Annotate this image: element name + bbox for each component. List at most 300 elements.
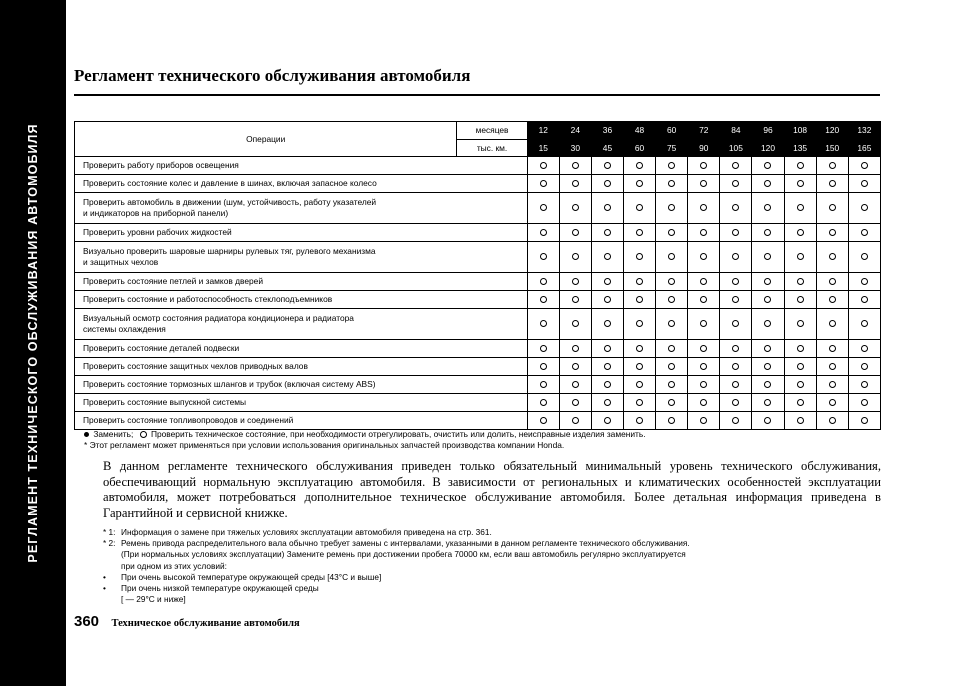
open-circle-icon [636,278,643,285]
schedule-cell [784,291,816,309]
open-circle-icon [829,204,836,211]
schedule-cell [816,291,848,309]
months-label: месяцев [457,122,527,140]
open-circle-icon [572,345,579,352]
schedule-cell [720,157,752,175]
open-circle-icon [572,381,579,388]
open-circle-icon [540,204,547,211]
schedule-cell [624,242,656,273]
open-circle-icon [572,229,579,236]
schedule-cell [816,175,848,193]
open-circle-icon [732,278,739,285]
schedule-cell [848,376,880,394]
schedule-cell [688,412,720,430]
schedule-cell [720,291,752,309]
open-circle-icon [797,278,804,285]
schedule-cell [848,309,880,340]
open-circle-icon [732,162,739,169]
schedule-cell [591,242,623,273]
open-circle-icon [861,345,868,352]
open-circle-icon [829,229,836,236]
open-circle-icon [604,229,611,236]
schedule-cell [527,193,559,224]
km-value: 120 [752,139,784,157]
schedule-cell [559,412,591,430]
table-row [75,224,881,242]
schedule-cell [559,358,591,376]
schedule-cell [816,224,848,242]
open-circle-icon [829,363,836,370]
schedule-cell [624,157,656,175]
open-circle-icon [732,204,739,211]
schedule-cell [816,309,848,340]
open-circle-icon [668,417,675,424]
schedule-cell [559,242,591,273]
table-row [75,340,881,358]
schedule-cell [656,291,688,309]
schedule-cell [527,376,559,394]
operation-text: Проверить работу приборов освещения [83,160,239,170]
schedule-cell [752,175,784,193]
schedule-cell [591,224,623,242]
km-value: 60 [624,139,656,157]
body-paragraph: В данном регламенте технического обслуживания приведен только обязательный минимальный уровень технического обслуживания, обеспечивающий нормальную эксплуатацию автомобиля. В зависимости от региональных и климатических особенностей эксплуатации автомобиля, может потребоваться дополнительное техническое обслуживание автомобиля. Более детальная информация приведена в Гарантийной и сервисной книжке. [103,459,881,520]
schedule-cell [527,340,559,358]
schedule-cell [848,291,880,309]
months-value: 60 [656,122,688,140]
open-circle-icon [700,204,707,211]
schedule-cell [527,309,559,340]
schedule-cell [784,376,816,394]
schedule-cell [784,175,816,193]
open-circle-icon [797,417,804,424]
open-circle-icon [636,363,643,370]
schedule-cell [527,224,559,242]
schedule-cell [816,242,848,273]
schedule-cell [624,358,656,376]
schedule-cell [752,291,784,309]
open-circle-icon [829,320,836,327]
schedule-cell [624,224,656,242]
operation-text: Визуально проверить шаровые шарниры рулевых тяг, рулевого механизма [83,246,376,256]
schedule-cell [559,157,591,175]
operation-text: Проверить состояние тормозных шлангов и трубок (включая систему ABS) [83,379,376,389]
schedule-cell [848,340,880,358]
operation-text: Проверить уровни рабочих жидкостей [83,227,232,237]
operation-cell [75,394,528,412]
schedule-cell [848,412,880,430]
open-circle-icon [700,253,707,260]
schedule-cell [752,157,784,175]
schedule-cell [848,242,880,273]
operation-text: Проверить состояние деталей подвески [83,343,240,353]
page-title: Регламент технического обслуживания автомобиля [74,66,471,85]
operation-text: Проверить состояние топливопроводов и соединений [83,415,294,425]
months-value: 36 [591,122,623,140]
open-circle-icon [732,296,739,303]
schedule-cell [848,175,880,193]
open-circle-icon [572,296,579,303]
schedule-cell [656,412,688,430]
open-circle-icon [668,345,675,352]
open-circle-icon [861,229,868,236]
schedule-cell [656,358,688,376]
open-circle-icon [668,363,675,370]
open-circle-icon [604,278,611,285]
schedule-cell [848,157,880,175]
schedule-cell [720,394,752,412]
schedule-cell [720,242,752,273]
table-row [75,291,881,309]
open-circle-icon [572,253,579,260]
schedule-cell [624,273,656,291]
schedule-cell [688,242,720,273]
open-circle-icon [764,363,771,370]
schedule-cell [656,340,688,358]
schedule-cell [559,224,591,242]
months-value: 132 [848,122,880,140]
open-circle-icon [636,180,643,187]
operation-text: Проверить автомобиль в движении (шум, устойчивость, работу указателей [83,197,377,207]
open-circle-icon [797,180,804,187]
schedule-cell [656,224,688,242]
schedule-cell [591,358,623,376]
footnote-row [103,538,883,549]
open-circle-icon [636,417,643,424]
schedule-cell [559,291,591,309]
schedule-cell [752,376,784,394]
open-circle-icon [636,320,643,327]
schedule-cell [720,273,752,291]
table-row [75,242,881,273]
schedule-cell [752,340,784,358]
schedule-cell [816,340,848,358]
schedule-cell [591,376,623,394]
open-circle-icon [668,278,675,285]
schedule-cell [752,394,784,412]
open-circle-icon [764,399,771,406]
km-value: 45 [591,139,623,157]
page-footer [74,613,300,631]
schedule-cell [656,242,688,273]
operation-cell [75,358,528,376]
schedule-cell [624,291,656,309]
schedule-cell [559,376,591,394]
schedule-cell [752,309,784,340]
open-circle-icon [636,381,643,388]
km-value: 15 [527,139,559,157]
operation-cell [75,376,528,394]
open-circle-icon [636,229,643,236]
km-value: 165 [848,139,880,157]
legend-line [84,429,646,440]
open-circle-icon [829,417,836,424]
open-circle-icon [604,296,611,303]
operation-cell [75,412,528,430]
table-row [75,309,881,340]
footnote-row [103,561,883,572]
open-circle-icon [668,320,675,327]
open-circle-icon [700,399,707,406]
schedule-cell [688,340,720,358]
open-circle-icon [797,345,804,352]
schedule-cell [591,273,623,291]
schedule-cell [624,376,656,394]
months-value: 48 [624,122,656,140]
footnote-mark: • [103,583,106,594]
schedule-cell [559,193,591,224]
open-circle-icon [700,278,707,285]
open-circle-icon [668,381,675,388]
open-circle-icon [700,417,707,424]
open-circle-icon [700,320,707,327]
schedule-cell [720,358,752,376]
operation-text: Проверить состояние защитных чехлов приводных валов [83,361,308,371]
open-circle-icon [764,296,771,303]
operation-text: Визуальный осмотр состояния радиатора кондиционера и радиатора [83,313,354,323]
schedule-cell [816,273,848,291]
open-circle-icon [540,363,547,370]
open-circle-icon [540,345,547,352]
open-circle-icon [829,381,836,388]
open-circle-icon [861,320,868,327]
schedule-cell [559,273,591,291]
open-circle-icon [797,229,804,236]
open-circle-icon [572,204,579,211]
open-circle-icon [540,229,547,236]
schedule-cell [752,193,784,224]
open-circle-icon [572,399,579,406]
schedule-cell [624,309,656,340]
open-circle-icon [764,229,771,236]
schedule-cell [688,309,720,340]
schedule-cell [848,394,880,412]
open-circle-icon [764,204,771,211]
footnote-row [103,583,883,594]
operation-cell [75,193,528,224]
schedule-cell [688,224,720,242]
schedule-cell [752,224,784,242]
schedule-cell [656,193,688,224]
open-circle-icon [732,363,739,370]
legend-replace: Заменить; [93,429,134,439]
open-circle-icon [764,381,771,388]
open-circle-icon [604,381,611,388]
open-circle-icon [572,162,579,169]
schedule-cell [720,412,752,430]
schedule-cell [720,376,752,394]
schedule-cell [656,394,688,412]
schedule-cell [784,309,816,340]
schedule-cell [720,340,752,358]
schedule-cell [688,376,720,394]
footnote-text: [ — 29°C и ниже] [121,594,186,605]
schedule-cell [784,394,816,412]
header-row-months [75,122,881,140]
open-circle-icon [861,180,868,187]
footnote-text: Информация о замене при тяжелых условиях эксплуатации автомобиля приведена на стр. 361. [121,527,492,537]
months-value: 120 [816,122,848,140]
schedule-cell [559,309,591,340]
open-circle-icon [700,229,707,236]
schedule-cell [591,412,623,430]
ops-header: Операции [75,122,457,157]
open-circle-icon [572,278,579,285]
open-circle-icon [668,162,675,169]
table-row [75,157,881,175]
open-circle-icon [764,320,771,327]
open-circle-icon [700,180,707,187]
months-value: 96 [752,122,784,140]
open-circle-icon [861,363,868,370]
operation-cell [75,309,528,340]
operation-text: Проверить состояние и работоспособность стеклоподъемников [83,294,333,304]
footnote-text: при одном из этих условий: [121,560,227,571]
open-circle-icon [797,162,804,169]
footnote-text: При очень низкой температуре окружающей среды [121,583,319,594]
open-circle-icon [861,253,868,260]
footnote-row [103,527,883,538]
schedule-cell [688,273,720,291]
km-value: 30 [559,139,591,157]
months-value: 24 [559,122,591,140]
open-circle-icon [572,363,579,370]
open-circle-icon [700,363,707,370]
schedule-cell [624,394,656,412]
open-circle-icon [700,162,707,169]
schedule-cell [624,175,656,193]
schedule-cell [527,242,559,273]
open-circle-icon [636,162,643,169]
schedule-cell [720,193,752,224]
schedule-cell [784,273,816,291]
months-value: 84 [720,122,752,140]
open-circle-icon [636,399,643,406]
schedule-cell [784,224,816,242]
km-label: тыс. км. [457,139,527,157]
schedule-cell [752,412,784,430]
schedule-cell [624,412,656,430]
open-circle-icon [732,180,739,187]
km-value: 150 [816,139,848,157]
open-circle-icon [829,162,836,169]
operation-cell [75,291,528,309]
footnote-text: Ремень привода распределительного вала обычно требует замены с интервалами, указанными в данном регламенте технического обслуживания. [121,538,690,549]
operation-text: Проверить состояние колес и давление в шинах, включая запасное колесо [83,178,377,188]
schedule-cell [720,309,752,340]
table-row [75,376,881,394]
open-circle-icon [540,180,547,187]
table-row [75,175,881,193]
operation-text: и защитных чехлов [83,257,159,267]
schedule-cell [688,157,720,175]
schedule-cell [784,157,816,175]
sidebar [0,0,66,686]
operation-cell [75,175,528,193]
schedule-cell [559,175,591,193]
schedule-cell [559,340,591,358]
open-circle-icon [700,381,707,388]
schedule-cell [559,394,591,412]
filled-dot-icon [84,432,89,437]
schedule-cell [816,376,848,394]
operation-cell [75,224,528,242]
schedule-cell [752,242,784,273]
schedule-cell [816,157,848,175]
schedule-cell [656,175,688,193]
footnote-text: (При нормальных условиях эксплуатации) Замените ремень при достижении пробега 70000 км, если ваш автомобиль регулярно эксплуатируется [121,549,686,560]
open-circle-icon [700,296,707,303]
open-circle-icon [764,417,771,424]
schedule-cell [848,358,880,376]
schedule-cell [591,309,623,340]
maintenance-table [74,121,881,430]
footnotes [103,527,883,605]
footnote-row [103,594,883,605]
open-circle-icon [764,162,771,169]
title-rule [74,94,880,96]
open-circle-icon [604,363,611,370]
open-circle-icon [668,204,675,211]
km-value: 135 [784,139,816,157]
open-circle-icon [636,253,643,260]
open-circle-icon [540,320,547,327]
km-value: 105 [720,139,752,157]
footnote-mark: * 1: [103,527,116,537]
schedule-cell [527,358,559,376]
open-circle-icon [540,399,547,406]
schedule-cell [656,273,688,291]
schedule-cell [688,175,720,193]
schedule-cell [784,340,816,358]
open-circle-icon [797,253,804,260]
open-circle-icon [636,296,643,303]
schedule-cell [752,273,784,291]
operation-cell [75,340,528,358]
open-circle-icon [140,431,147,438]
open-circle-icon [797,320,804,327]
open-circle-icon [764,180,771,187]
open-circle-icon [604,162,611,169]
open-circle-icon [604,345,611,352]
open-circle-icon [732,399,739,406]
schedule-cell [624,340,656,358]
open-circle-icon [829,345,836,352]
open-circle-icon [668,180,675,187]
schedule-cell [688,394,720,412]
operation-cell [75,157,528,175]
open-circle-icon [604,320,611,327]
schedule-cell [527,394,559,412]
open-circle-icon [700,345,707,352]
schedule-cell [591,157,623,175]
schedule-cell [624,193,656,224]
footnote-row [103,572,883,583]
open-circle-icon [764,253,771,260]
schedule-cell [720,175,752,193]
open-circle-icon [861,399,868,406]
open-circle-icon [861,278,868,285]
open-circle-icon [861,381,868,388]
open-circle-icon [540,278,547,285]
schedule-cell [848,224,880,242]
schedule-cell [848,273,880,291]
schedule-cell [816,394,848,412]
schedule-cell [784,242,816,273]
schedule-cell [527,273,559,291]
schedule-cell [816,358,848,376]
schedule-cell [688,358,720,376]
